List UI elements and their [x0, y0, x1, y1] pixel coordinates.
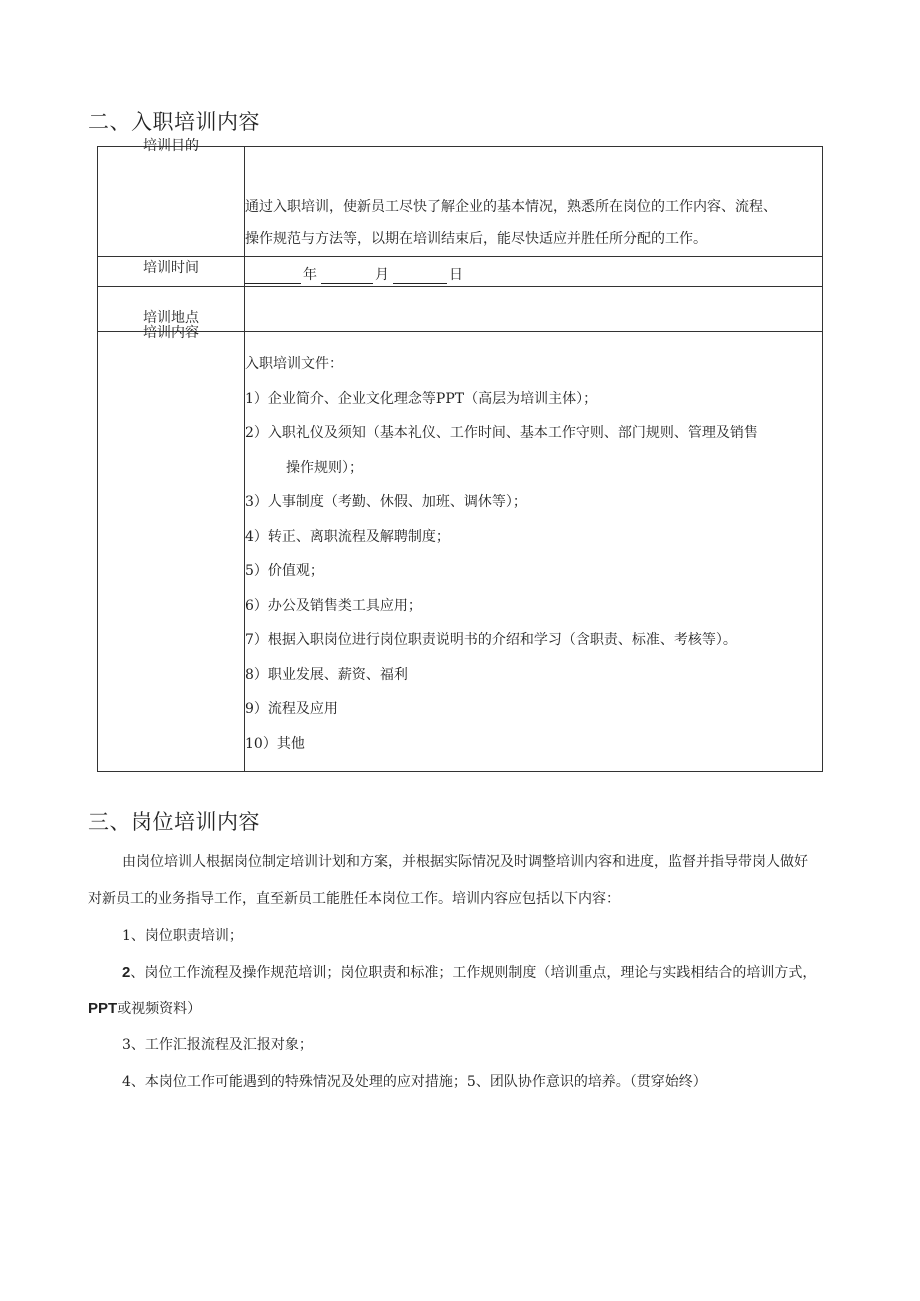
place-label-text: 培训地点 — [143, 310, 199, 326]
section3-intro-line1: 由岗位培训人根据岗位制定培训计划和方案，并根据实际情况及时调整培训内容和进度，监督并指导带岗人做好 — [122, 854, 808, 870]
item2-cont-text: 或视频资料） — [117, 1001, 202, 1017]
item2-text: 、岗位工作流程及操作规范培训；岗位职责和标准；工作规则制度（培训重点，理论与实践相结合的培训方式， — [130, 965, 817, 981]
month-blank — [321, 269, 373, 284]
section3-intro-line2: 对新员工的业务指导工作，直至新员工能胜任本岗位工作。培训内容应包括以下内容： — [88, 891, 620, 907]
time-value — [245, 257, 823, 287]
year-blank — [245, 269, 301, 284]
table-row — [98, 332, 823, 772]
section3-item1: 1、岗位职责培训； — [122, 928, 243, 944]
day-blank — [393, 269, 447, 284]
section3-item2-cont — [88, 998, 201, 1018]
list-item: 3）人事制度（考勤、休假、加班、调休等）； — [245, 494, 527, 510]
date-field — [245, 264, 822, 284]
goal-label — [98, 138, 245, 257]
list-item: 4）转正、离职流程及解聘制度； — [245, 528, 450, 545]
content-label — [98, 325, 245, 772]
item2-number: 2 — [122, 964, 131, 981]
goal-text-line2: 操作规范与方法等，以期在培训结束后，能尽快适应并胜任所分配的工作。 — [245, 231, 707, 247]
month-unit: 月 — [375, 267, 389, 283]
section3-item4: 4、本岗位工作可能遇到的特殊情况及处理的应对措施；5、团队协作意识的培养。（贯穿始终） — [122, 1074, 707, 1090]
list-item: 5）价值观； — [245, 563, 324, 579]
list-item: 入职培训文件： — [245, 356, 343, 372]
list-item: 9）流程及应用 — [245, 701, 338, 717]
table-row — [98, 147, 823, 257]
content-label-text: 培训内容 — [143, 325, 199, 341]
goal-label-text: 培训目的 — [143, 138, 199, 154]
content-value — [245, 332, 823, 772]
section3-item3: 3、工作汇报流程及汇报对象； — [122, 1037, 313, 1053]
list-item: 7）根据入职岗位进行岗位职责说明书的介绍和学习（含职责、标准、考核等）。 — [245, 632, 737, 648]
goal-value — [245, 147, 823, 257]
day-unit: 日 — [449, 267, 463, 283]
onboarding-training-table — [97, 138, 823, 772]
list-item: 8）职业发展、薪资、福利 — [245, 666, 408, 683]
section3-item2 — [122, 962, 816, 982]
item2-ppt: PPT — [88, 1000, 118, 1017]
section2-title: 二、入职培训内容 — [88, 110, 260, 134]
list-item: 2）入职礼仪及须知（基本礼仪、工作时间、基本工作守则、部门规则、管理及销售 — [245, 425, 758, 441]
year-unit: 年 — [303, 267, 317, 283]
list-item: 6）办公及销售类工具应用； — [245, 597, 422, 614]
time-label-text: 培训时间 — [143, 260, 199, 276]
time-label — [98, 257, 245, 287]
table-row — [98, 257, 823, 287]
place-value — [245, 287, 823, 332]
goal-text-line1: 通过入职培训，使新员工尽快了解企业的基本情况，熟悉所在岗位的工作内容、流程、 — [245, 199, 777, 215]
section3-title: 三、岗位培训内容 — [88, 810, 260, 834]
content-list — [245, 347, 822, 761]
list-item: 操作规则）； — [286, 459, 363, 476]
list-item: 10）其他 — [245, 735, 305, 752]
list-item: 1）企业简介、企业文化理念等PPT（高层为培训主体）； — [245, 390, 598, 407]
